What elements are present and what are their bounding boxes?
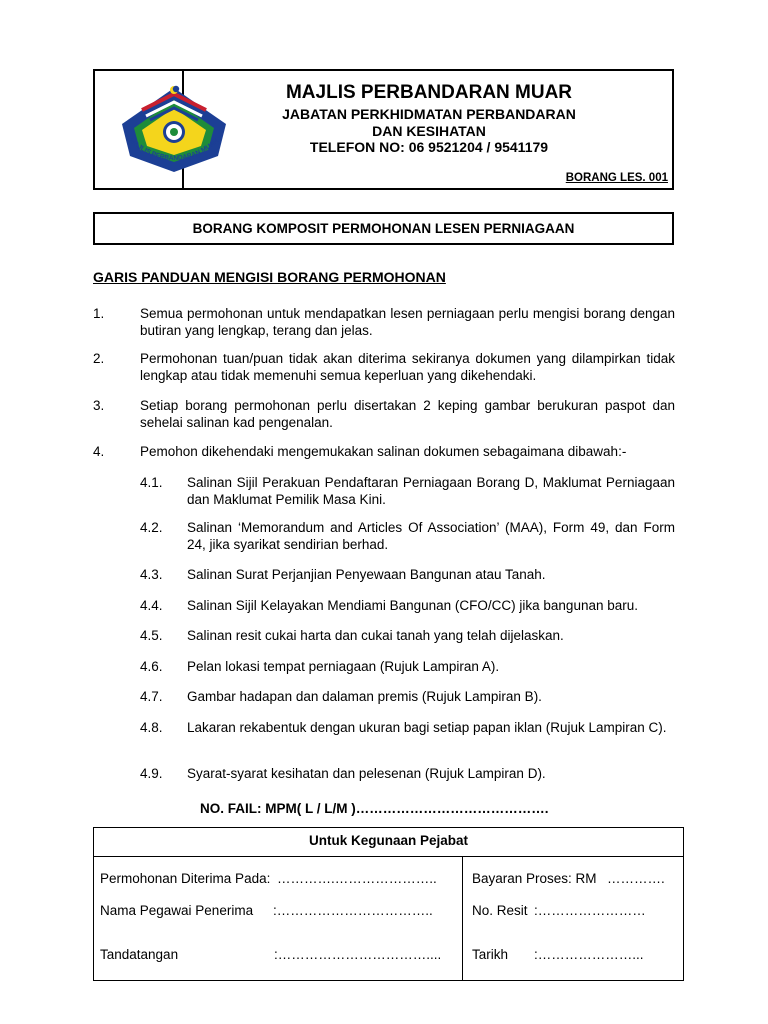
item-number: 3.: [93, 398, 105, 413]
office-table-divider: [93, 856, 684, 857]
subitem-number: 4.8.: [140, 720, 163, 735]
subitem-number: 4.6.: [140, 659, 163, 674]
guideline-subitem: Salinan Sijil Perakuan Pendaftaran Perniagaan Borang D, Maklumat Perniagaan dan Maklumat Pemilik Masa Kini.: [187, 475, 675, 507]
signature-label: Tandatangan: [100, 947, 179, 962]
processing-fee-field[interactable]: ………….: [607, 871, 665, 886]
subitem-number: 4.1.: [140, 475, 163, 490]
office-table-column-divider: [462, 856, 463, 981]
item-number: 1.: [93, 306, 105, 321]
subitem-number: 4.2.: [140, 520, 163, 535]
form-title: BORANG KOMPOSIT PERMOHONAN LESEN PERNIAGAAN: [93, 212, 674, 245]
guideline-subitem: Salinan Surat Perjanjian Penyewaan Bangunan atau Tanah.: [187, 567, 546, 582]
file-number-field[interactable]: NO. FAIL: MPM( L / L/M )…………………………………….: [200, 801, 549, 816]
guideline-subitem: Lakaran rekabentuk dengan ukuran bagi setiap papan iklan (Rujuk Lampiran C).: [187, 720, 667, 735]
officer-name-label: Nama Pegawai Penerima: [100, 903, 254, 918]
guidelines-heading: GARIS PANDUAN MENGISI BORANG PERMOHONAN: [93, 269, 446, 285]
guideline-subitem: Salinan Sijil Kelayakan Mendiami Bangunan (CFO/CC) jika bangunan baru.: [187, 598, 638, 613]
guideline-subitem: Gambar hadapan dan dalaman premis (Rujuk Lampiran B).: [187, 689, 542, 704]
officer-name-field[interactable]: :……………………………..: [273, 903, 433, 918]
guideline-item: Pemohon dikehendaki mengemukakan salinan dokumen sebagaimana dibawah:-: [140, 444, 627, 459]
department-line-1: JABATAN PERKHIDMATAN PERBANDARAN: [282, 106, 576, 122]
guideline-subitem: Pelan lokasi tempat perniagaan (Rujuk Lampiran A).: [187, 659, 500, 674]
logo-text: MAJLIS PERBANDARAN MUAR: [127, 137, 221, 163]
guideline-item: Permohonan tuan/puan tidak akan diterima sekiranya dokumen yang dilampirkan tidak lengkap atau tidak memenuhi semua keperluan yang dikehendaki.: [140, 351, 675, 383]
received-on-label: Permohonan Diterima Pada:: [100, 871, 271, 886]
receipt-number-field[interactable]: :……………………: [534, 903, 646, 918]
form-code: BORANG LES. 001: [565, 172, 668, 184]
processing-fee-label: Bayaran Proses: RM: [472, 871, 597, 886]
receipt-number-label: No. Resit: [472, 903, 528, 918]
item-number: 2.: [93, 351, 105, 366]
subitem-number: 4.5.: [140, 628, 163, 643]
office-use-title: Untuk Kegunaan Pejabat: [308, 833, 469, 848]
telephone-number: TELEFON NO: 06 9521204 / 9541179: [309, 139, 549, 155]
date-label: Tarikh: [472, 947, 509, 962]
subitem-number: 4.4.: [140, 598, 163, 613]
subitem-number: 4.3.: [140, 567, 163, 582]
guideline-subitem: Syarat-syarat kesihatan dan pelesenan (Rujuk Lampiran D).: [187, 766, 546, 781]
guideline-item: Setiap borang permohonan perlu disertakan 2 keping gambar berukuran paspot dan sehelai salinan kad pengenalan.: [140, 398, 675, 430]
item-number: 4.: [93, 444, 105, 459]
received-on-field[interactable]: ………….…………………..: [277, 871, 437, 886]
subitem-number: 4.7.: [140, 689, 163, 704]
date-field[interactable]: :…………………...: [534, 947, 644, 962]
guideline-item: Semua permohonan untuk mendapatkan lesen perniagaan perlu mengisi borang dengan butiran yang lengkap, terang dan jelas.: [140, 306, 675, 338]
department-line-2: DAN KESIHATAN: [372, 123, 486, 139]
subitem-number: 4.9.: [140, 766, 163, 781]
guideline-subitem: Salinan ‘Memorandum and Articles Of Association’ (MAA), Form 49, dan Form 24, jika syarikat sendirian berhad.: [187, 520, 675, 552]
guideline-subitem: Salinan resit cukai harta dan cukai tanah yang telah dijelaskan.: [187, 628, 564, 643]
signature-field[interactable]: :……………………………....: [274, 947, 442, 962]
council-name: MAJLIS PERBANDARAN MUAR: [285, 82, 573, 103]
